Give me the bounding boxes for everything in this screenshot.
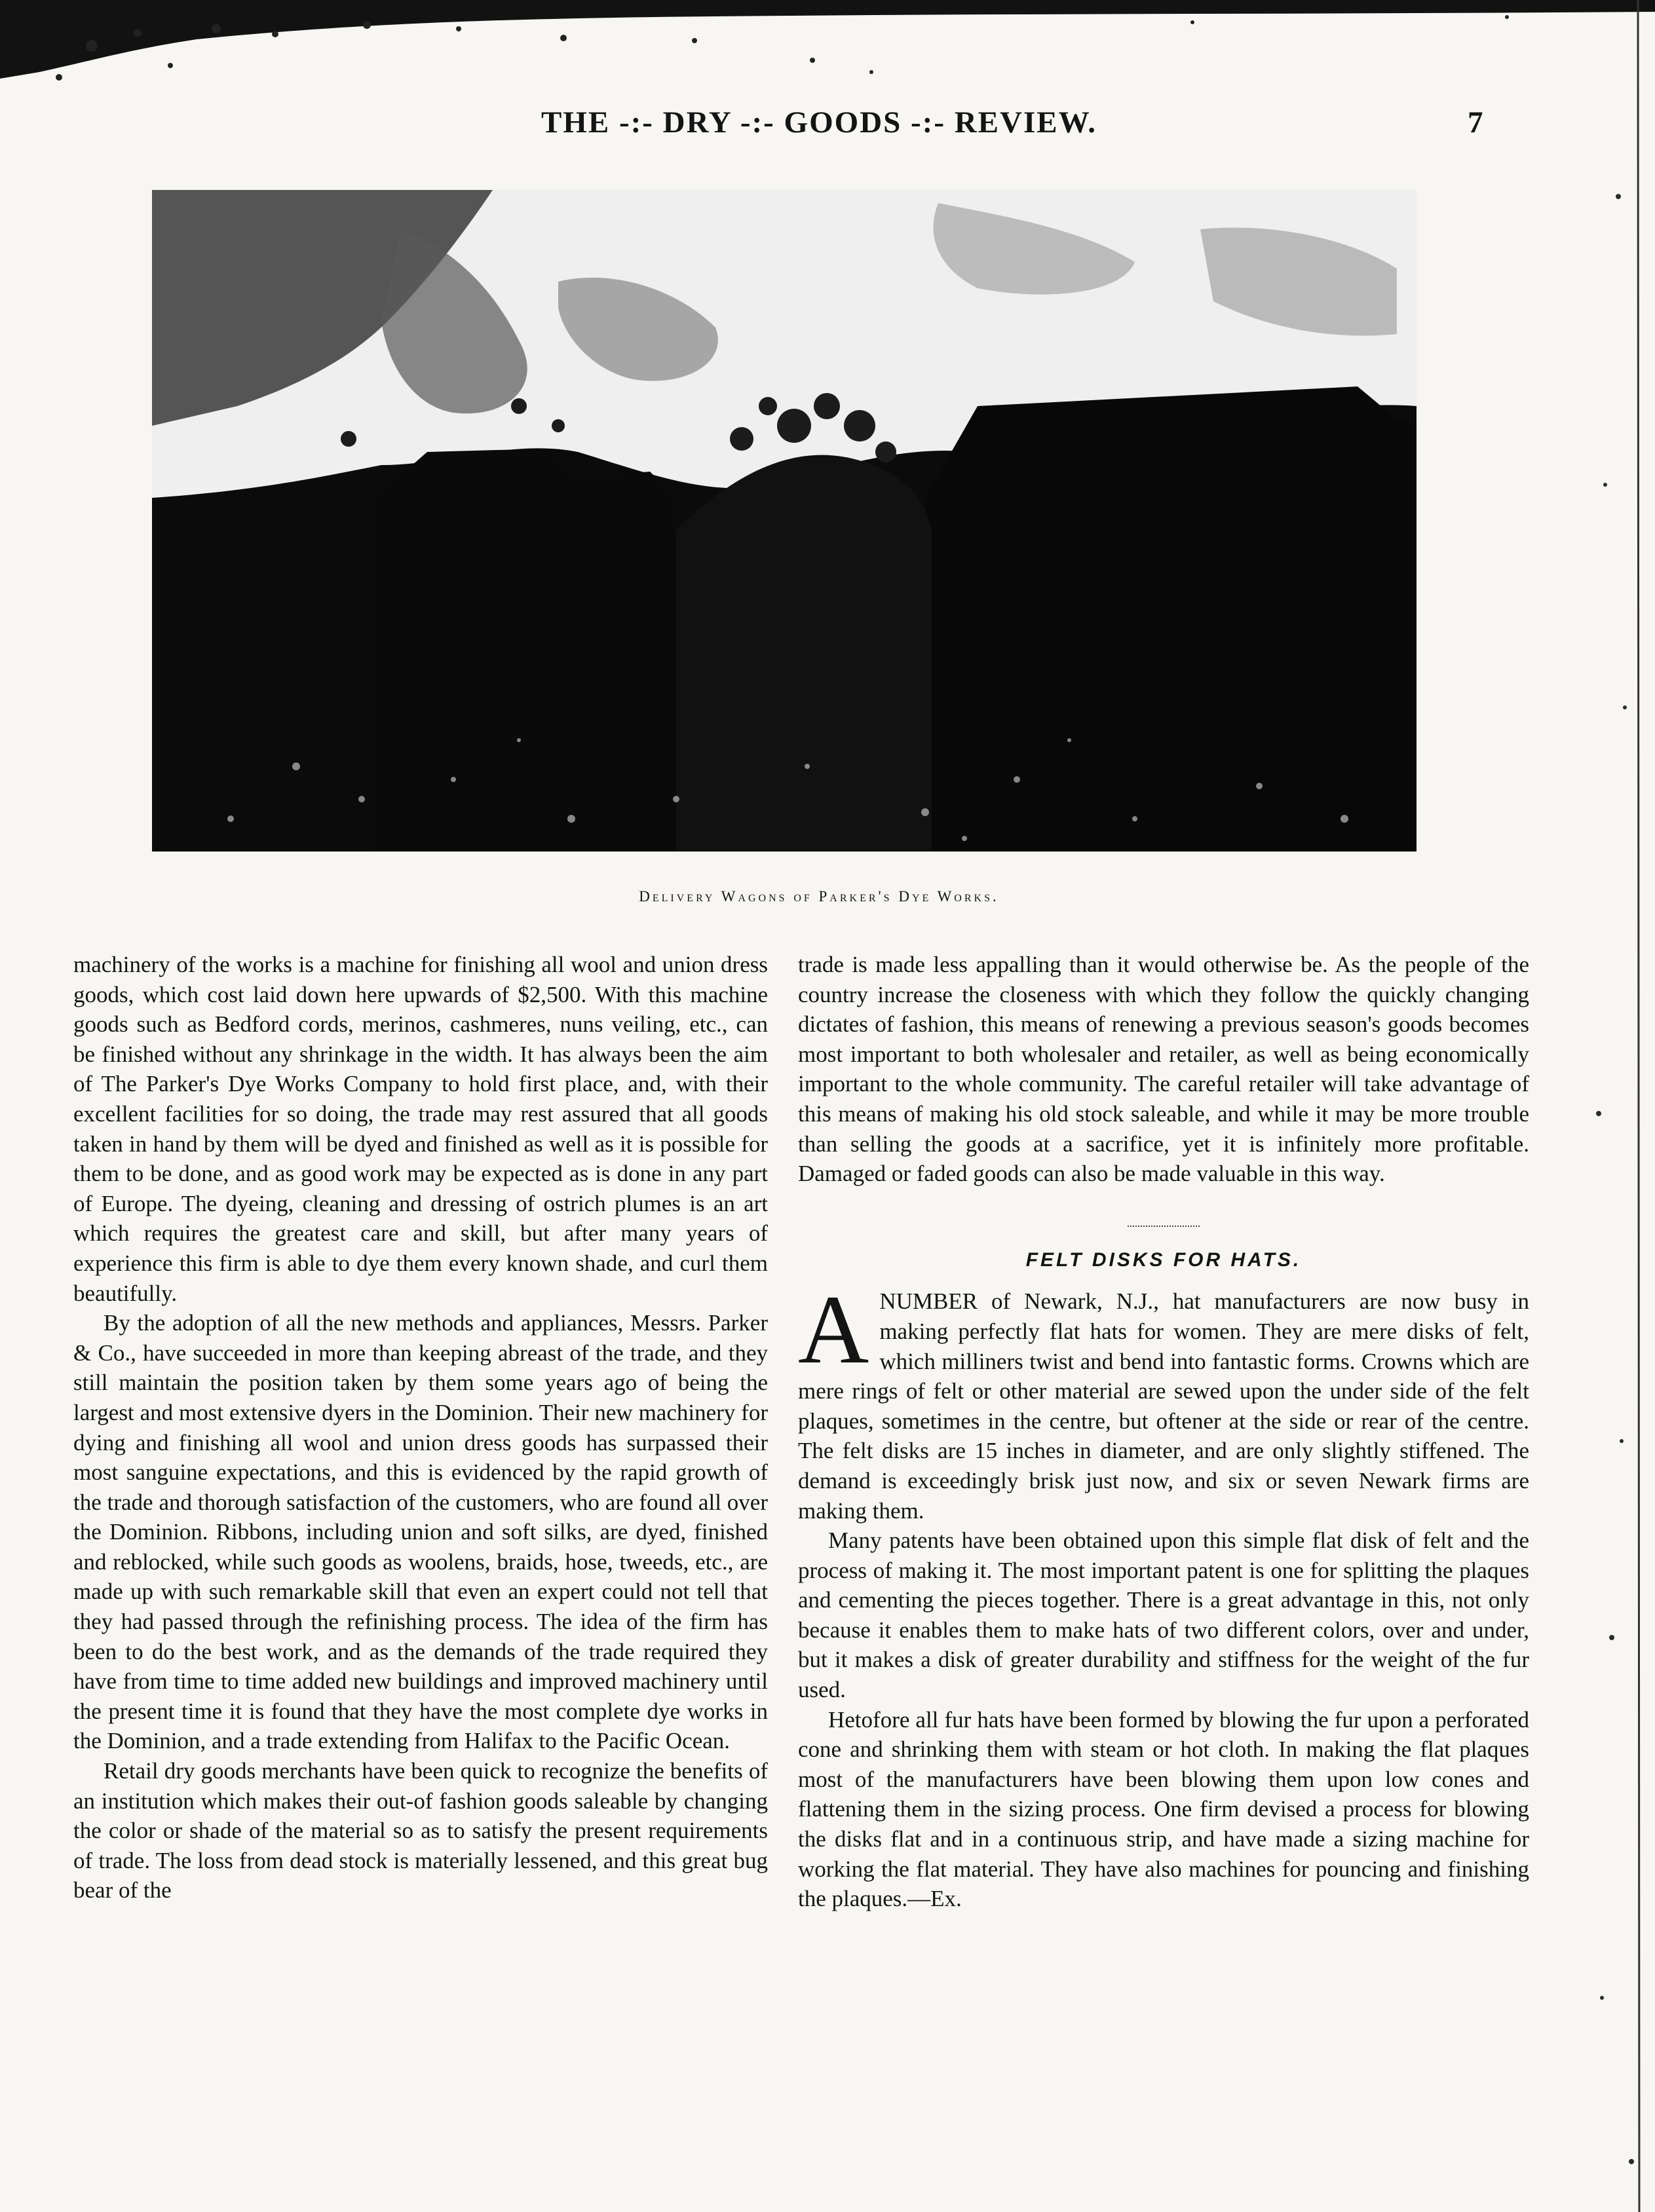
section-divider (1128, 1226, 1200, 1227)
scan-noise-top (0, 0, 1655, 85)
right-continuation-paragraph: trade is made less appalling than it would otherwise be. As the people of the country increase the closeness with which they follow the quickly changing dictates of fashion, this means of renewing a previous season's goods becomes most important to both wholesaler and retailer, as well as being economically important to the whole community. The careful retailer will take advantage of this means of making his old stock saleable, and while it may be more trouble than selling the goods at a sacrifice, yet it is infinitely more profitable. Damaged or faded goods can also be made valuable in this way. (798, 952, 1529, 1187)
left-paragraph-2: By the adoption of all the new methods and appliances, Messrs. Parker & Co., have succeeded in more than keeping abreast of the trade, and they still maintain the position taken by them some years ago of being the largest and most extensive dyers in the Dominion. Their new machinery for dying and finishing all wool and union dress goods has surpassed their most sanguine expectations, and this is evidenced by the rapid growth of the trade and thorough satisfaction of the customers, who are found all over the Dominion. Ribbons, including union and soft silks, are dyed, finished and reblocked, while such goods as woolens, braids, hose, tweeds, etc., are made up with such remarkable skill that even an expert could not tell that they had passed through the refinishing process. The idea of the firm has been to do the best work, and as the demands of the trade required they have from time to time added new buildings and improved machinery until the present time it is found that they have the most complete dye works in the Dominion, and a trade extending from Halifax to the Pacific Ocean. (73, 1310, 768, 1754)
lead-text: NUMBER of Newark, N.J., hat manufacturers are now busy in making perfectly flat hats for women. They are mere disks of felt, which milliners twist and bend into fantastic forms. Crowns which are mere rings of felt or other material are sewed upon the under side of the felt plaques, sometimes in the centre, but oftener at the side or rear of the centre. The felt disks are 15 inches in diameter, and are only slightly stiffened. The demand is exceedingly brisk just now, and six or seven Newark firms are making them. (798, 1288, 1529, 1524)
article-paragraph-3: Hetofore all fur hats have been formed by blowing the fur upon a perforated cone and shrinking them with steam or hot cloth. In making the flat plaques most of the manufacturers have been blowing them upon low cones and flattening them in the sizing process. One firm devised a process for blowing the disks flat and in a continuous strip, and have made a sizing machine for working the flat material. They have also machines for pouncing and finishing the plaques.—Ex. (798, 1706, 1529, 1912)
article-lead-paragraph (798, 1275, 1529, 1526)
masthead-title: THE -:- DRY -:- GOODS -:- REVIEW. (541, 105, 1097, 140)
page-number: 7 (1468, 105, 1483, 140)
left-paragraph-3: Retail dry goods merchants have been quick to recognize the benefits of an institution which makes their out-of fashion goods saleable by changing the color or shade of the material so as to satisfy the present requirements of trade. The loss from dead stock is materially lessened, and this great bug bear of the (73, 1758, 768, 1903)
right-column (798, 950, 1529, 1914)
drop-cap: A (798, 1275, 869, 1385)
photo-caption: Delivery Wagons of Parker's Dye Works. (639, 888, 999, 905)
delivery-wagons-photo (152, 190, 1417, 852)
section-heading: FELT DISKS FOR HATS. (1025, 1248, 1302, 1271)
article-paragraph-2: Many patents have been obtained upon this simple flat disk of felt and the process of making it. The most important patent is one for splitting the plaques and cementing the pieces together. There is a great advantage in this, not only because it enables them to make hats of two different colors, over and under, but it makes a disk of greater durability and stiffness for the weight of the fur used. (798, 1528, 1529, 1703)
left-column (73, 950, 768, 1905)
scan-noise-margin (1559, 0, 1655, 2212)
left-paragraph-1: machinery of the works is a machine for finishing all wool and union dress goods, which cost laid down here upwards of $2,500. With this machine goods such as Bedford cords, merinos, cashmeres, nuns veiling, etc., can be finished without any shrinkage in the width. It has always been the aim of The Parker's Dye Works Company to hold first place, and, with their excellent facilities for so doing, the trade may rest assured that all goods taken in hand by them will be dyed and finished as well as it is possible for them to be done, and as good work may be expected as is done in any part of Europe. The dyeing, cleaning and dressing of ostrich plumes is an art which requires the greatest care and skill, but after many years of experience this firm is able to dye them every known shade, and curl them beautifully. (73, 952, 768, 1306)
